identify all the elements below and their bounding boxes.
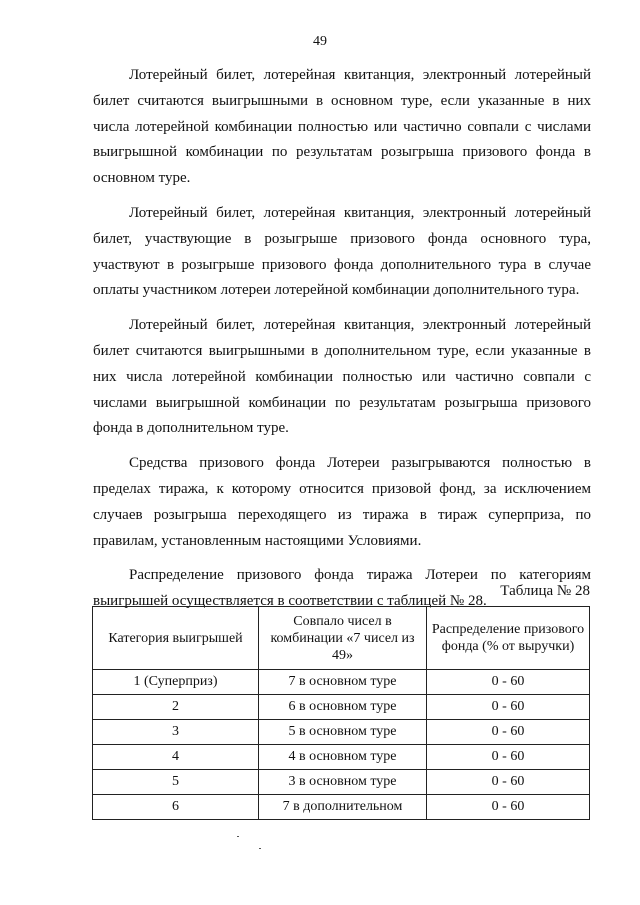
cell-category: 6 bbox=[93, 795, 259, 820]
cell-category: 1 (Суперприз) bbox=[93, 670, 259, 695]
cell-prize-distribution: 0 - 60 bbox=[427, 745, 590, 770]
cell-category: 5 bbox=[93, 770, 259, 795]
cell-category: 3 bbox=[93, 720, 259, 745]
table-row bbox=[93, 670, 590, 695]
table-row bbox=[93, 795, 590, 820]
cell-matched-numbers: 7 в дополнительном bbox=[259, 795, 427, 820]
cell-prize-distribution: 0 - 60 bbox=[427, 720, 590, 745]
cell-matched-numbers: 6 в основном туре bbox=[259, 695, 427, 720]
paragraph-5: Распределение призового фонда тиража Лотереи по категориям выигрышей осуществляется в соответствии с таблицей № 28. bbox=[93, 567, 591, 610]
document-body bbox=[93, 63, 591, 624]
cell-prize-distribution: 0 - 60 bbox=[427, 770, 590, 795]
header-matched-numbers: Совпало чисел в комбинации «7 чисел из 49» bbox=[259, 607, 427, 670]
table-header-row bbox=[93, 607, 590, 670]
header-prize-distribution: Распределение призового фонда (% от выручки) bbox=[427, 607, 590, 670]
table-row bbox=[93, 720, 590, 745]
cell-matched-numbers: 3 в основном туре bbox=[259, 770, 427, 795]
scan-speck bbox=[237, 836, 239, 837]
header-category: Категория выигрышей bbox=[93, 607, 259, 670]
table-row bbox=[93, 770, 590, 795]
cell-prize-distribution: 0 - 60 bbox=[427, 695, 590, 720]
page-number: 49 bbox=[313, 34, 327, 49]
cell-category: 2 bbox=[93, 695, 259, 720]
table-caption: Таблица № 28 bbox=[500, 583, 590, 599]
cell-prize-distribution: 0 - 60 bbox=[427, 795, 590, 820]
paragraph-2: Лотерейный билет, лотерейная квитанция, электронный лотерейный билет, участвующие в розыгрыше призового фонда основного тура, участвуют в розыгрыше призового фонда дополнительного тура в случае оплаты участником лотереи лотерейной комбинации дополнительного тура. bbox=[93, 204, 591, 299]
cell-prize-distribution: 0 - 60 bbox=[427, 670, 590, 695]
cell-matched-numbers: 7 в основном туре bbox=[259, 670, 427, 695]
cell-matched-numbers: 5 в основном туре bbox=[259, 720, 427, 745]
paragraph-3: Лотерейный билет, лотерейная квитанция, электронный лотерейный билет считаются выигрышными в дополнительном туре, если указанные в них числа лотерейной комбинации полностью или частично совпали с числами выигрышной комбинации по результатам розыгрыша призового фонда в дополнительном туре. bbox=[93, 317, 591, 437]
paragraph-1: Лотерейный билет, лотерейная квитанция, электронный лотерейный билет считаются выигрышными в основном туре, если указанные в них числа лотерейной комбинации полностью или частично совпали с числами выигрышной комбинации по результатам розыгрыша призового фонда в основном туре. bbox=[93, 67, 591, 187]
table-row bbox=[93, 745, 590, 770]
cell-matched-numbers: 4 в основном туре bbox=[259, 745, 427, 770]
paragraph-4: Средства призового фонда Лотереи разыгрываются полностью в пределах тиража, к которому относится призовой фонд, за исключением случаев розыгрыша переходящего из тиража в тираж суперприза, по правилам, установленным настоящими Условиями. bbox=[93, 455, 591, 549]
table-row bbox=[93, 695, 590, 720]
cell-category: 4 bbox=[93, 745, 259, 770]
prize-distribution-table bbox=[92, 606, 590, 820]
scan-speck bbox=[259, 848, 261, 849]
